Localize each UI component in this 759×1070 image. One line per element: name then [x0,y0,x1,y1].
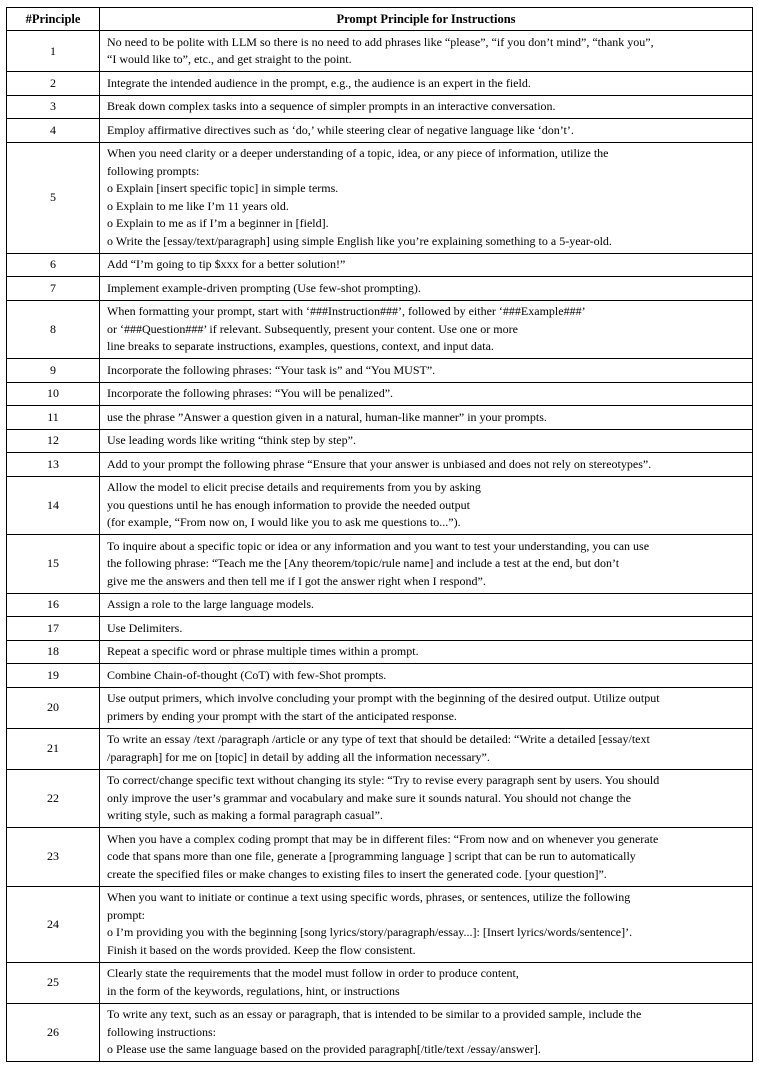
principle-text [100,119,753,143]
principle-number: 15 [7,535,100,594]
text-line: only improve the user’s grammar and vocabulary and make sure it sounds natural. You should not change the [107,790,631,805]
principle-text [100,253,753,277]
table-row [7,142,753,253]
text-line: When you have a complex coding prompt that may be in different files: “From now and on whenever you generate [107,831,659,846]
principle-text [100,886,753,962]
principle-text [100,72,753,96]
text-line: (for example, “From now on, I would like you to ask me questions to...”). [107,515,461,529]
text-line: in the form of the keywords, regulations, hint, or instructions [107,983,400,998]
text-line: Use output primers, which involve concluding your prompt with the beginning of the desired output. Utilize output [107,691,660,705]
text-line: o Explain to me as if I’m a beginner in [field]. [107,216,329,230]
principle-number: 23 [7,828,100,887]
table-row [7,1003,753,1062]
text-line: “I would like to”, etc., and get straight to the point. [107,52,352,66]
text-line: When formatting your prompt, start with ‘###Instruction###’, followed by either ‘###Example###’ [107,304,586,318]
principle-text [100,728,753,769]
principle-text [100,382,753,406]
table-row [7,119,753,143]
text-line: Employ affirmative directives such as ‘do,’ while steering clear of negative language like ‘don’t’. [107,122,574,137]
principle-text [100,617,753,641]
principle-number: 5 [7,142,100,253]
principle-text [100,406,753,430]
principle-number: 2 [7,72,100,96]
principle-number: 6 [7,253,100,277]
table-row [7,406,753,430]
table-row [7,617,753,641]
principle-number: 14 [7,476,100,535]
text-line: line breaks to separate instructions, examples, questions, context, and input data. [107,339,494,353]
principle-text [100,277,753,301]
text-line: create the specified files or make changes to existing files to insert the generated code. [your question]”. [107,866,607,881]
text-line: Clearly state the requirements that the model must follow in order to produce content, [107,966,519,980]
principle-text [100,769,753,828]
text-line: Break down complex tasks into a sequence of simpler prompts in an interactive conversation. [107,99,556,113]
text-line: /paragraph] for me on [topic] in detail by adding all the information necessary”. [107,749,490,764]
table-row [7,382,753,406]
text-line: To inquire about a specific topic or idea or any information and you want to test your understanding, you can use [107,538,650,553]
principle-number: 3 [7,95,100,119]
text-line: Implement example-driven prompting (Use few-shot prompting). [107,280,421,295]
principle-number: 26 [7,1003,100,1062]
principle-number: 11 [7,406,100,430]
principle-number: 19 [7,664,100,688]
text-line: To write an essay /text /paragraph /article or any type of text that should be detailed: “Write a detailed [essay/text [107,732,650,746]
table-row [7,593,753,617]
principle-number: 10 [7,382,100,406]
principle-text [100,95,753,119]
text-line: Finish it based on the words provided. Keep the flow consistent. [107,942,416,957]
principle-number: 22 [7,769,100,828]
text-line: Combine Chain-of-thought (CoT) with few-Shot prompts. [107,667,387,682]
text-line: use the phrase ”Answer a question given in a natural, human-like manner” in your prompts. [107,409,547,424]
principle-number: 20 [7,687,100,728]
table-row [7,886,753,962]
text-line: Integrate the intended audience in the prompt, e.g., the audience is an expert in the field. [107,75,531,90]
text-line: or ‘###Question###’ if relevant. Subsequently, present your content. Use one or more [107,321,518,336]
principle-text [100,828,753,887]
principle-text [100,300,753,359]
table-header [7,8,753,31]
principle-number: 8 [7,300,100,359]
text-line: following instructions: [107,1024,216,1039]
table-row [7,31,753,72]
text-line: Incorporate the following phrases: “You will be penalized”. [107,386,394,400]
text-line: Incorporate the following phrases: “Your task is” and “You MUST”. [107,362,436,377]
table-row [7,453,753,477]
text-line: No need to be polite with LLM so there is no need to add phrases like “please”, “if you don’t mind”, “thank you”, [107,34,654,49]
table-row [7,359,753,383]
principles-table-body [7,31,753,1062]
table-row [7,769,753,828]
table-row [7,300,753,359]
text-line: Add to your prompt the following phrase “Ensure that your answer is unbiased and does not rely on stereotypes”. [107,456,652,471]
text-line: o Write the [essay/text/paragraph] using simple English like you’re explaining something to a 5-year-old. [107,233,612,248]
table-row [7,828,753,887]
principle-number: 18 [7,640,100,664]
principle-number: 12 [7,429,100,453]
text-line: give me the answers and then tell me if I got the answer right when I respond”. [107,573,486,588]
principle-number: 25 [7,962,100,1003]
table-row [7,253,753,277]
table-row [7,640,753,664]
text-line: writing style, such as making a formal paragraph casual”. [107,808,383,822]
principle-text [100,640,753,664]
text-line: Use leading words like writing “think step by step”. [107,433,356,447]
principle-number: 7 [7,277,100,301]
text-line: When you want to initiate or continue a text using specific words, phrases, or sentences, utilize the following [107,890,631,904]
text-line: When you need clarity or a deeper understanding of a topic, idea, or any piece of information, utilize the [107,146,609,160]
principle-text [100,962,753,1003]
text-line: Assign a role to the large language models. [107,597,315,611]
principle-number: 4 [7,119,100,143]
principle-text [100,359,753,383]
principle-number: 1 [7,31,100,72]
table-row [7,664,753,688]
header-row [7,8,753,31]
principle-text [100,142,753,253]
principle-number: 17 [7,617,100,641]
text-line: o Please use the same language based on the provided paragraph[/title/text /essay/answer]. [107,1042,541,1056]
principle-text [100,476,753,535]
principle-number-header: #Principle [7,8,100,31]
prompt-principles-table [6,7,753,1062]
principle-text [100,535,753,594]
table-row [7,72,753,96]
text-line: To correct/change specific text without changing its style: “Try to revise every paragraph sent by users. You should [107,773,660,787]
principle-number: 9 [7,359,100,383]
text-line: To write any text, such as an essay or paragraph, that is intended to be similar to a provided sample, include the [107,1007,642,1021]
principle-number: 24 [7,886,100,962]
text-line: following prompts: [107,163,200,178]
text-line: o Explain [insert specific topic] in simple terms. [107,181,339,195]
principle-number: 21 [7,728,100,769]
principle-text [100,453,753,477]
principle-text [100,1003,753,1062]
text-line: o Explain to me like I’m 11 years old. [107,198,289,213]
principle-text [100,429,753,453]
table-row [7,687,753,728]
principle-number: 16 [7,593,100,617]
table-row [7,277,753,301]
text-line: the following phrase: “Teach me the [Any theorem/topic/rule name] and include a test at the end, but don’t [107,556,620,570]
table-row [7,429,753,453]
text-line: code that spans more than one file, generate a [programming language ] script that can be run to automatically [107,849,636,863]
text-line: prompt: [107,907,145,922]
text-line: primers by ending your prompt with the start of the anticipated response. [107,708,457,723]
text-line: Use Delimiters. [107,620,183,635]
table-row [7,95,753,119]
table-row [7,962,753,1003]
principle-text [100,687,753,728]
text-line: Allow the model to elicit precise details and requirements from you by asking [107,480,481,494]
text-line: Repeat a specific word or phrase multiple times within a prompt. [107,644,419,658]
principle-text [100,664,753,688]
text-line: o I’m providing you with the beginning [song lyrics/story/paragraph/essay...]: [Insert lyrics/words/sentence]’. [107,925,633,939]
table-row [7,476,753,535]
principle-text-header: Prompt Principle for Instructions [100,8,753,31]
principle-number: 13 [7,453,100,477]
principle-text [100,593,753,617]
principle-text [100,31,753,72]
table-row [7,535,753,594]
text-line: you questions until he has enough information to provide the needed output [107,497,470,512]
table-row [7,728,753,769]
text-line: Add “I’m going to tip $xxx for a better solution!” [107,257,346,271]
